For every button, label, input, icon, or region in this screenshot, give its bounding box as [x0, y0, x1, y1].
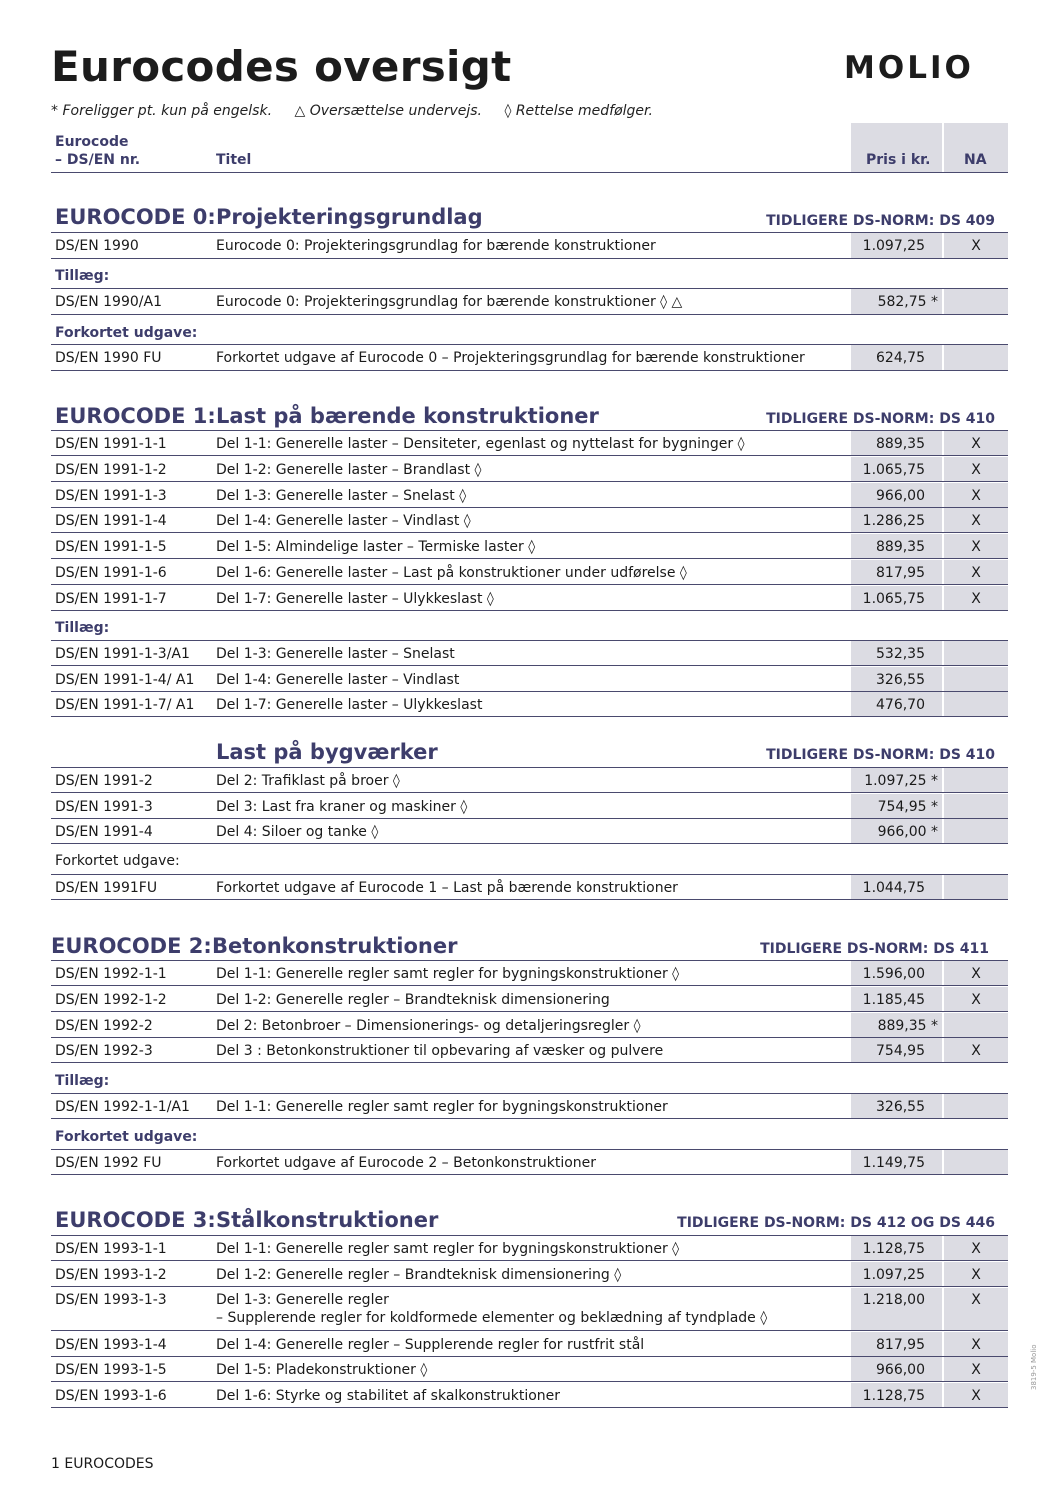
row-pris: 754,95 * — [877, 799, 938, 815]
row-na: X — [971, 992, 981, 1008]
row-nr: DS/EN 1993-1-6 — [55, 1388, 167, 1404]
header-titel: Titel — [216, 152, 252, 168]
table-row — [51, 794, 1008, 819]
row-na: X — [971, 539, 981, 555]
subheading-forkortet: Forkortet udgave: — [55, 853, 180, 869]
row-titel: Del 1-6: Styrke og stabilitet af skalkonstruktioner — [216, 1388, 561, 1404]
row-titel: Del 1-1: Generelle laster – Densiteter, egenlast og nyttelast for bygninger ◊ — [216, 436, 745, 452]
row-pris: 1.097,25 — [862, 1267, 925, 1283]
row-titel: Del 1-3: Generelle laster – Snelast ◊ — [216, 488, 467, 504]
table-row — [51, 641, 1008, 666]
row-titel: Del 1-1: Generelle regler samt regler for bygningskonstruktioner ◊ — [216, 966, 680, 982]
row-nr: DS/EN 1991-3 — [55, 799, 153, 815]
row-titel: Del 1-6: Generelle laster – Last på konstruktioner under udførelse ◊ — [216, 565, 687, 581]
row-nr: DS/EN 1992 FU — [55, 1155, 162, 1171]
table-row — [51, 1013, 1008, 1038]
row-titel: Forkortet udgave af Eurocode 0 – Projekteringsgrundlag for bærende konstruktioner — [216, 350, 805, 366]
row-nr: DS/EN 1992-2 — [55, 1018, 153, 1034]
table-row — [51, 233, 1008, 259]
row-titel: Del 1-5: Almindelige laster – Termiske laster ◊ — [216, 539, 536, 555]
row-titel: Del 3: Last fra kraner og maskiner ◊ — [216, 799, 468, 815]
row-titel: Del 1-3: Generelle laster – Snelast — [216, 646, 455, 662]
row-na: X — [971, 1043, 981, 1059]
row-pris: 1.218,00 — [862, 1292, 925, 1308]
row-na: X — [971, 436, 981, 452]
row-nr: DS/EN 1993-1-4 — [55, 1337, 167, 1353]
row-pris: 966,00 — [876, 1362, 925, 1378]
row-titel: Del 1-2: Generelle regler – Brandteknisk dimensionering ◊ — [216, 1267, 622, 1283]
table-row — [51, 431, 1008, 456]
row-titel: Eurocode 0: Projekteringsgrundlag for bærende konstruktioner — [216, 238, 656, 254]
row-titel: Del 1-2: Generelle regler – Brandteknisk dimensionering — [216, 992, 610, 1008]
row-titel-line2: – Supplerende regler for koldformede elementer og beklædning af tyndplade ◊ — [216, 1310, 768, 1326]
subheading-tillaeg: Tillæg: — [55, 268, 110, 284]
row-titel: Del 1-2: Generelle laster – Brandlast ◊ — [216, 462, 482, 478]
subheading-forkortet: Forkortet udgave: — [55, 1129, 198, 1145]
header-rule — [51, 172, 1008, 173]
row-na: X — [971, 1388, 981, 1404]
table-row — [51, 1094, 1008, 1119]
row-pris: 1.097,25 * — [864, 773, 938, 789]
row-na: X — [971, 966, 981, 982]
row-nr: DS/EN 1990/A1 — [55, 294, 162, 310]
header-na: NA — [964, 152, 987, 168]
row-pris: 817,95 — [876, 565, 925, 581]
row-nr: DS/EN 1991-1-4/ A1 — [55, 672, 195, 688]
table-row — [51, 1262, 1008, 1287]
table-row — [51, 1383, 1008, 1408]
row-nr: DS/EN 1991-1-3/A1 — [55, 646, 190, 662]
row-titel: Del 4: Siloer og tanke ◊ — [216, 824, 379, 840]
subheading-tillaeg: Tillæg: — [55, 620, 110, 636]
table-row — [51, 692, 1008, 717]
subheading-tillaeg: Tillæg: — [55, 1073, 110, 1089]
row-pris: 532,35 — [876, 646, 925, 662]
row-pris: 1.065,75 — [862, 591, 925, 607]
row-titel: Del 1-7: Generelle laster – Ulykkeslast — [216, 697, 483, 713]
table-row — [51, 534, 1008, 559]
row-titel: Del 3 : Betonkonstruktioner til opbevaring af væsker og pulvere — [216, 1043, 664, 1059]
row-nr: DS/EN 1991-2 — [55, 773, 153, 789]
row-nr: DS/EN 1993-1-1 — [55, 1241, 167, 1257]
section-ec2-code: EUROCODE 2: — [51, 934, 212, 958]
row-titel: Del 1-3: Generelle regler — [216, 1292, 389, 1308]
table-row — [51, 560, 1008, 585]
table-row — [51, 1038, 1008, 1063]
row-na: X — [971, 1362, 981, 1378]
section-ec1-name: Last på bærende konstruktioner — [216, 404, 599, 428]
row-nr: DS/EN 1990 FU — [55, 350, 162, 366]
table-row — [51, 667, 1008, 692]
section-ec1b-norm: TIDLIGERE DS-NORM: DS 410 — [766, 747, 995, 763]
row-titel: Forkortet udgave af Eurocode 2 – Betonkonstruktioner — [216, 1155, 597, 1171]
table-row — [51, 586, 1008, 611]
row-pris: 889,35 — [876, 539, 925, 555]
row-nr: DS/EN 1992-3 — [55, 1043, 153, 1059]
header-dsen-nr: – DS/EN nr. — [55, 152, 141, 168]
table-row — [51, 457, 1008, 482]
row-pris: 889,35 — [876, 436, 925, 452]
table-row — [51, 1357, 1008, 1382]
row-nr: DS/EN 1991-1-2 — [55, 462, 167, 478]
row-pris: 326,55 — [876, 1099, 925, 1115]
row-pris: 966,00 — [876, 488, 925, 504]
row-pris: 966,00 * — [877, 824, 938, 840]
table-row — [51, 508, 1008, 533]
row-na: X — [971, 591, 981, 607]
row-pris: 1.065,75 — [862, 462, 925, 478]
row-nr: DS/EN 1991-1-7/ A1 — [55, 697, 195, 713]
row-na: X — [971, 513, 981, 529]
page-footer: 1 EUROCODES — [51, 1456, 154, 1472]
table-row — [51, 768, 1008, 793]
row-pris: 754,95 — [876, 1043, 925, 1059]
row-nr: DS/EN 1992-1-1 — [55, 966, 167, 982]
row-pris: 326,55 — [876, 672, 925, 688]
subheading-forkortet: Forkortet udgave: — [55, 325, 198, 341]
table-row — [51, 1288, 1008, 1331]
row-titel: Eurocode 0: Projekteringsgrundlag for bærende konstruktioner ◊ △ — [216, 294, 683, 310]
row-nr: DS/EN 1991-1-1 — [55, 436, 167, 452]
row-na: X — [971, 1292, 981, 1308]
row-pris: 1.286,25 — [862, 513, 925, 529]
row-pris: 624,75 — [876, 350, 925, 366]
legend-english: * Foreligger pt. kun på engelsk. — [51, 103, 273, 119]
row-nr: DS/EN 1991-1-3 — [55, 488, 167, 504]
row-nr: DS/EN 1991-4 — [55, 824, 153, 840]
row-titel: Del 2: Betonbroer – Dimensionerings- og detaljeringsregler ◊ — [216, 1018, 641, 1034]
section-ec1b-name: Last på bygværker — [216, 740, 438, 764]
row-nr: DS/EN 1991-1-5 — [55, 539, 167, 555]
row-nr: DS/EN 1991-1-4 — [55, 513, 167, 529]
row-titel: Del 2: Trafiklast på broer ◊ — [216, 773, 400, 789]
row-pris: 1.044,75 — [862, 880, 925, 896]
row-pris: 476,70 — [876, 697, 925, 713]
section-ec0-norm: TIDLIGERE DS-NORM: DS 409 — [766, 213, 995, 229]
table-row — [51, 1150, 1008, 1175]
row-titel: Del 1-4: Generelle laster – Vindlast — [216, 672, 460, 688]
table-row — [51, 289, 1008, 315]
row-na: X — [971, 1267, 981, 1283]
molio-logo: MOLIO — [844, 50, 974, 86]
section-ec0-code: EUROCODE 0: — [55, 205, 216, 229]
row-titel: Forkortet udgave af Eurocode 1 – Last på bærende konstruktioner — [216, 880, 678, 896]
row-na: X — [971, 238, 981, 254]
row-na: X — [971, 565, 981, 581]
row-titel: Del 1-1: Generelle regler samt regler for bygningskonstruktioner — [216, 1099, 668, 1115]
row-na: X — [971, 488, 981, 504]
row-nr: DS/EN 1993-1-3 — [55, 1292, 167, 1308]
row-na: X — [971, 1337, 981, 1353]
section-ec2-norm: TIDLIGERE DS-NORM: DS 411 — [760, 941, 989, 957]
section-ec2-name: Betonkonstruktioner — [212, 934, 458, 958]
row-nr: DS/EN 1991-1-6 — [55, 565, 167, 581]
row-pris: 582,75 * — [877, 294, 938, 310]
page-title: Eurocodes oversigt — [51, 42, 512, 91]
header-eurocode: Eurocode — [55, 134, 129, 150]
table-row — [51, 1236, 1008, 1261]
section-ec0-name: Projekteringsgrundlag — [216, 205, 483, 229]
row-titel: Del 1-5: Pladekonstruktioner ◊ — [216, 1362, 428, 1378]
legend-translation: △ Oversættelse undervejs. — [294, 103, 482, 119]
row-pris: 1.128,75 — [862, 1388, 925, 1404]
legend — [51, 103, 671, 119]
section-ec1-code: EUROCODE 1: — [55, 404, 216, 428]
row-nr: DS/EN 1992-1-2 — [55, 992, 167, 1008]
table-row — [51, 875, 1008, 900]
row-pris: 817,95 — [876, 1337, 925, 1353]
header-pris: Pris i kr. — [866, 152, 931, 168]
row-nr: DS/EN 1991FU — [55, 880, 158, 896]
row-nr: DS/EN 1991-1-7 — [55, 591, 167, 607]
row-nr: DS/EN 1992-1-1/A1 — [55, 1099, 190, 1115]
row-titel: Del 1-4: Generelle laster – Vindlast ◊ — [216, 513, 471, 529]
table-row — [51, 987, 1008, 1012]
row-pris: 1.596,00 — [862, 966, 925, 982]
table-row — [51, 819, 1008, 844]
row-na: X — [971, 1241, 981, 1257]
row-pris: 1.185,45 — [862, 992, 925, 1008]
section-ec3-norm: TIDLIGERE DS-NORM: DS 412 OG DS 446 — [677, 1215, 995, 1231]
row-pris: 1.128,75 — [862, 1241, 925, 1257]
row-titel: Del 1-1: Generelle regler samt regler for bygningskonstruktioner ◊ — [216, 1241, 680, 1257]
row-pris: 1.097,25 — [862, 238, 925, 254]
row-titel: Del 1-4: Generelle regler – Supplerende regler for rustfrit stål — [216, 1337, 645, 1353]
section-ec3-code: EUROCODE 3: — [55, 1208, 216, 1232]
table-row — [51, 483, 1008, 508]
row-nr: DS/EN 1993-1-2 — [55, 1267, 167, 1283]
table-row — [51, 1332, 1008, 1357]
table-row — [51, 961, 1008, 986]
legend-correction: ◊ Rettelse medfølger. — [504, 103, 653, 119]
section-ec1-norm: TIDLIGERE DS-NORM: DS 410 — [766, 411, 995, 427]
row-nr: DS/EN 1990 — [55, 238, 139, 254]
table-row — [51, 345, 1008, 371]
section-ec3-name: Stålkonstruktioner — [216, 1208, 439, 1232]
row-nr: DS/EN 1993-1-5 — [55, 1362, 167, 1378]
row-titel: Del 1-7: Generelle laster – Ulykkeslast ◊ — [216, 591, 494, 607]
side-code: 3819-5 Molio — [1030, 1344, 1038, 1390]
row-na: X — [971, 462, 981, 478]
row-pris: 889,35 * — [877, 1018, 938, 1034]
row-pris: 1.149,75 — [862, 1155, 925, 1171]
